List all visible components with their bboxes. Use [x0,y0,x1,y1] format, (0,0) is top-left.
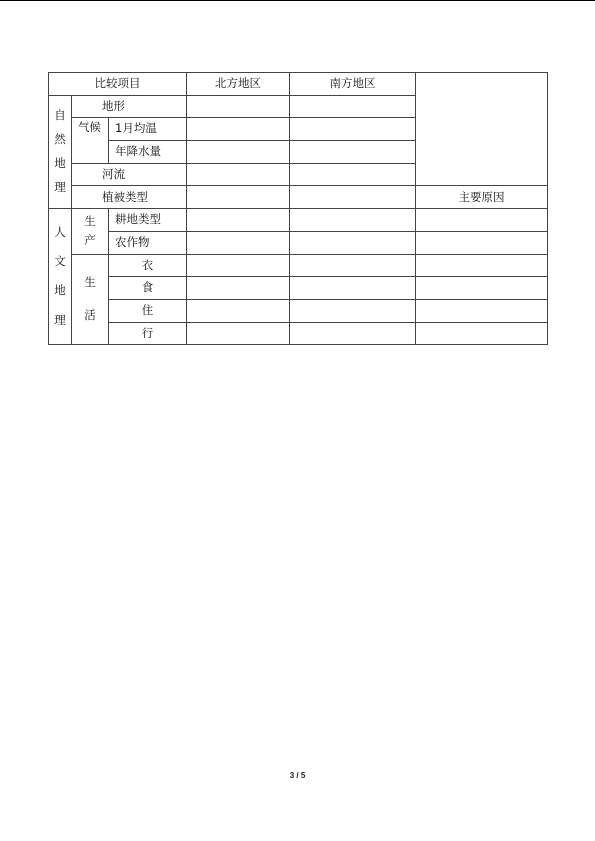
cell-travel-reason[interactable] [416,322,548,345]
table-row [49,254,548,277]
row-rivers-label: 河流 [72,163,187,186]
cell-food-reason[interactable] [416,277,548,300]
cell-annual-precip-south[interactable] [290,141,416,164]
table-row [49,322,548,345]
living-group [72,254,109,345]
cell-terrain-north[interactable] [187,95,290,118]
table-row [49,186,548,209]
cell-food-north[interactable] [187,277,290,300]
row-crops-label: 农作物 [109,231,187,254]
natural-char-4: 理 [54,179,66,194]
human-geography-group [49,209,72,345]
cell-travel-south[interactable] [290,322,416,345]
table-row [49,231,548,254]
human-char-3: 地 [54,283,66,298]
main-reason-header: 主要原因 [416,186,548,209]
top-border-line [0,0,595,1]
cell-clothing-north[interactable] [187,254,290,277]
cell-farmland-reason[interactable] [416,209,548,232]
row-terrain-label: 地形 [72,95,187,118]
cell-vegetation-south[interactable] [290,186,416,209]
human-char-2: 文 [54,254,66,269]
cell-vegetation-north[interactable] [187,186,290,209]
cell-food-south[interactable] [290,277,416,300]
cell-farmland-south[interactable] [290,209,416,232]
production-char-1: 生 [84,214,96,229]
table-header-row [49,73,548,96]
cell-clothing-south[interactable] [290,254,416,277]
living-char-1: 生 [84,274,96,289]
production-char-2: 产 [84,232,96,247]
cell-rivers-north[interactable] [187,163,290,186]
row-farmland-label: 耕地类型 [109,209,187,232]
cell-housing-reason[interactable] [416,299,548,322]
human-char-1: 人 [54,225,66,240]
table-row [49,209,548,232]
human-char-4: 理 [54,312,66,327]
row-climate-label: 气候 [72,118,109,163]
production-group [72,209,109,254]
page-number: 3 / 5 [289,771,306,780]
row-food-label: 食 [109,277,187,300]
empty-reason-upper-cell [416,73,548,186]
header-north: 北方地区 [187,73,290,96]
cell-housing-south[interactable] [290,299,416,322]
living-char-2: 活 [84,308,96,323]
row-vegetation-label: 植被类型 [72,186,187,209]
natural-geography-group [49,95,72,208]
cell-jan-temp-north[interactable] [187,118,290,141]
cell-housing-north[interactable] [187,299,290,322]
row-clothing-label: 衣 [109,254,187,277]
row-jan-temp-label: 1月均温 [109,118,187,141]
natural-char-1: 自 [54,108,66,123]
cell-jan-temp-south[interactable] [290,118,416,141]
table-row [49,277,548,300]
header-compare-item: 比较项目 [49,73,187,96]
table-row [49,299,548,322]
cell-crops-south[interactable] [290,231,416,254]
natural-char-2: 然 [54,132,66,147]
row-housing-label: 住 [109,299,187,322]
cell-rivers-south[interactable] [290,163,416,186]
north-south-comparison-table [48,72,548,345]
cell-crops-north[interactable] [187,231,290,254]
cell-annual-precip-north[interactable] [187,141,290,164]
row-travel-label: 行 [109,322,187,345]
natural-char-3: 地 [54,156,66,171]
cell-travel-north[interactable] [187,322,290,345]
cell-clothing-reason[interactable] [416,254,548,277]
cell-farmland-north[interactable] [187,209,290,232]
row-annual-precip-label: 年降水量 [109,141,187,164]
cell-crops-reason[interactable] [416,231,548,254]
cell-terrain-south[interactable] [290,95,416,118]
header-south: 南方地区 [290,73,416,96]
